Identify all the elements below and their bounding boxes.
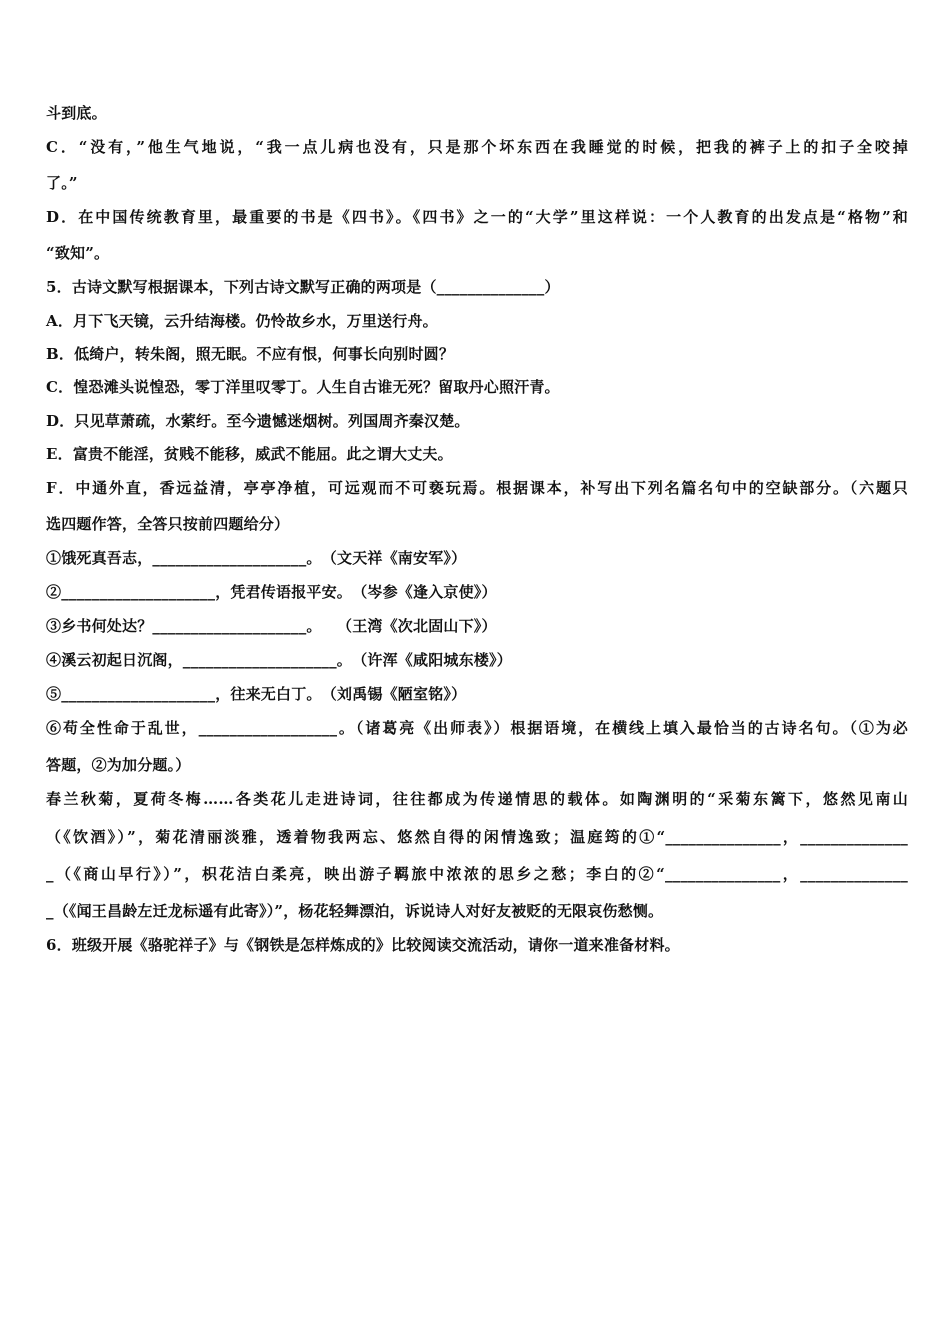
question-6-stem: 6．班级开展《骆驼祥子》与《钢铁是怎样炼成的》比较阅读交流活动，请你一道来准备材料。	[46, 936, 680, 954]
option-d-line-1: D．在中国传统教育里，最重要的书是《四书》。《四书》之一的“大学”里这样说：一个人教育的出发点是“格物”和	[46, 208, 908, 226]
q5-option-f-line-1: F．中通外直，香远益清，亭亭净植，可远观而不可亵玩焉。根据课本，补写出下列名篇名句中的空缺部分。（六题只	[46, 479, 908, 497]
q5-option-b: B．低绮户，转朱阁，照无眠。不应有恨，何事长向别时圆？	[46, 345, 455, 363]
fill-item-1: ①饿死真吾志，____________________。 （文天祥《南安军》）	[46, 549, 467, 567]
option-c-line-1: C．“没有，”他生气地说，“我一点儿病也没有，只是那个坏东西在我睡觉的时候，把我的裤子上的扣子全咬掉	[46, 138, 908, 156]
q5-option-e: E．富贵不能淫，贫贱不能移，威武不能屈。此之谓大丈夫。	[46, 445, 453, 463]
q5-option-d: D．只见草萧疏，水萦纡。至今遗憾迷烟树。列国周齐秦汉楚。	[46, 412, 470, 430]
fill-item-6-cont: 答题，②为加分题。）	[46, 756, 191, 774]
fill-item-4: ④溪云初起日沉阁，____________________。 （许浑《咸阳城东楼》）	[46, 651, 512, 669]
passage-line-3: _（《商山早行》）”，枳花洁白柔亮，映出游子羁旅中浓浓的思乡之愁；李白的②“_______________，______________	[46, 865, 908, 883]
question-5-stem: 5．古诗文默写根据课本，下列古诗文默写正确的两项是（______________）	[46, 278, 560, 296]
passage-line-4: _（《闻王昌龄左迁龙标遥有此寄》）”，杨花轻舞漂泊，诉说诗人对好友被贬的无限哀伤愁恻。	[46, 902, 664, 920]
fill-item-2: ②____________________，凭君传语报平安。 （岑参《逢入京使》）	[46, 583, 497, 601]
text-line: 斗到底。	[46, 104, 107, 122]
passage-line-1: 春兰秋菊，夏荷冬梅……各类花儿走进诗词，往往都成为传递情思的载体。如陶渊明的“采菊东篱下，悠然见南山	[46, 790, 908, 808]
fill-item-3: ③乡书何处达？____________________。 （王湾《次北固山下》）	[46, 617, 497, 635]
q5-option-f-line-2: 选四题作答，全答只按前四题给分）	[46, 515, 290, 533]
option-d-line-2: “致知”。	[46, 244, 110, 262]
fill-item-5: ⑤____________________，往来无白丁。 （刘禹锡《陋室铭》）	[46, 685, 467, 703]
q5-option-a: A．月下飞天镜，云升结海楼。仍怜故乡水，万里送行舟。	[46, 312, 438, 330]
fill-item-6: ⑥苟全性命于乱世，__________________。（诸葛亮《出师表》）根据语境，在横线上填入最恰当的古诗名句。（①为必	[46, 719, 908, 737]
q5-option-c: C．惶恐滩头说惶恐，零丁洋里叹零丁。人生自古谁无死？留取丹心照汗青。	[46, 378, 560, 396]
option-c-line-2: 了。”	[46, 174, 78, 192]
passage-line-2: （《饮酒》）”，菊花清丽淡雅，透着物我两忘、悠然自得的闲情逸致；温庭筠的①“_______________，______________	[46, 828, 908, 846]
